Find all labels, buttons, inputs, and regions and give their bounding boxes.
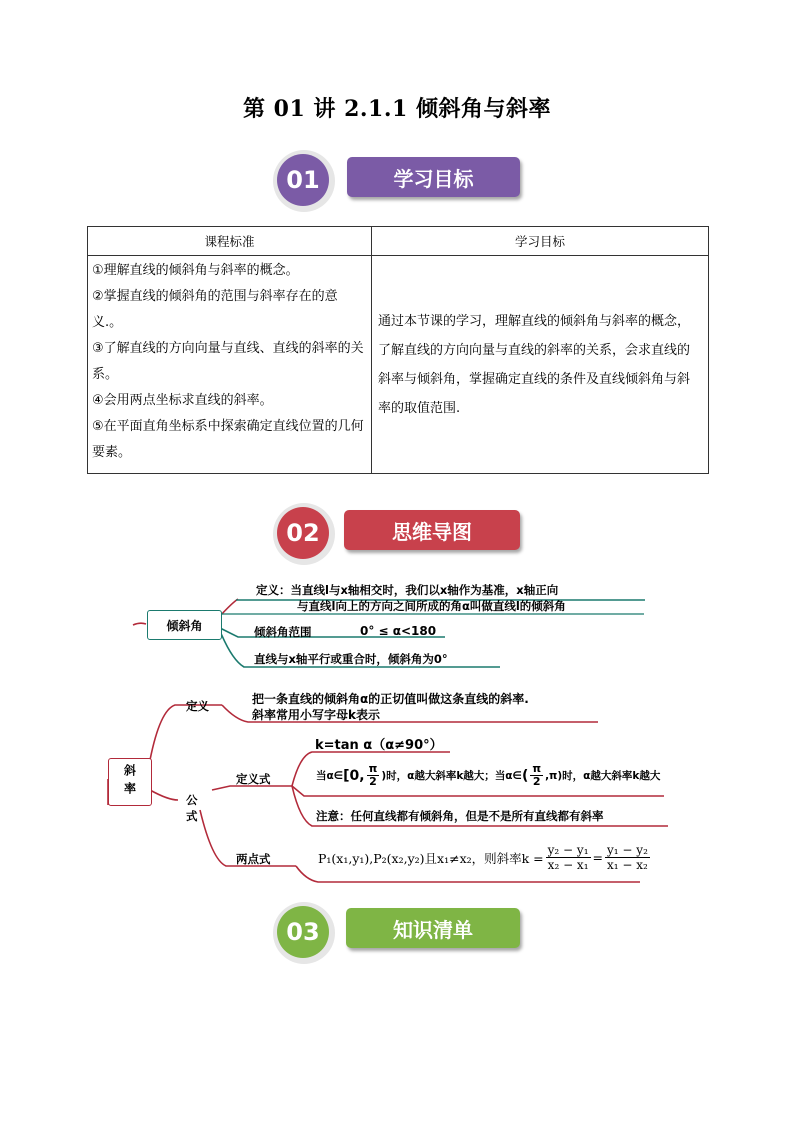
- definition-label: 定义: [186, 699, 209, 713]
- section-number: 01: [277, 154, 329, 206]
- list-item: ①理解直线的倾斜角与斜率的概念。: [92, 263, 299, 278]
- case2-frac-num: π: [532, 762, 542, 775]
- case2-range-left: (: [521, 767, 529, 784]
- two-point-prefix: P₁(x₁,y₁),P₂(x₂,y₂)且x₁≠x₂，则斜率k =: [318, 850, 544, 866]
- case1-range-left: [0,: [343, 767, 365, 784]
- list-item: ②掌握直线的倾斜角的范围与斜率存在的意义.。: [92, 289, 338, 330]
- case2-range-right: ,π)时，α越大斜率k越大: [545, 770, 661, 782]
- slope-node: [108, 758, 152, 806]
- angle-parallel-note: 直线与x轴平行或重合时，倾斜角为0°: [254, 652, 448, 666]
- section-number: 02: [277, 507, 329, 559]
- table-header: 学习目标: [372, 227, 709, 256]
- definition-formula-label: 定义式: [236, 772, 271, 786]
- list-item: ⑤在平面直角坐标系中探索确定直线位置的几何要素。: [92, 419, 364, 460]
- tp-equals: =: [592, 850, 604, 865]
- angle-node: 倾斜角: [147, 610, 222, 640]
- tp-num1: y₂ − y₁: [547, 843, 589, 857]
- angle-range-label: 倾斜角范围: [254, 625, 312, 639]
- monotonic-cases: [316, 763, 660, 788]
- two-point-formula: [318, 843, 652, 872]
- table-header: 课程标准: [88, 227, 372, 256]
- slope-note: 注意：任何直线都有倾斜角，但是不是所有直线都有斜率: [316, 809, 604, 823]
- case1-frac-num: π: [368, 762, 378, 775]
- tp-den2: x₁ − x₂: [607, 858, 648, 872]
- list-item: ③了解直线的方向向量与直线、直线的斜率的关系。: [92, 341, 364, 382]
- angle-definition-line2: 与直线l向上的方向之间所成的角α叫做直线l的倾斜角: [297, 599, 566, 613]
- case2-frac-den: 2: [532, 775, 541, 788]
- case2-fraction: [530, 763, 543, 788]
- formula-label: [186, 792, 200, 824]
- case2-prefix: 当α∈: [494, 770, 522, 782]
- section-title: 思维导图: [344, 510, 520, 550]
- case1-prefix: 当α∈: [316, 770, 344, 782]
- page-title: 第 01 讲 2.1.1 倾斜角与斜率: [243, 96, 551, 122]
- definition-line1: 把一条直线的倾斜角α的正切值叫做这条直线的斜率.: [252, 692, 529, 706]
- formula-label-text: 公式: [186, 793, 198, 823]
- angle-range-value: 0° ≤ α<180: [360, 624, 437, 638]
- k-tan-formula: k=tan α（α≠90°）: [315, 738, 443, 753]
- two-point-label: 两点式: [236, 852, 271, 866]
- slope-node-label: 斜率: [122, 764, 137, 800]
- tp-den1: x₂ − x₁: [547, 858, 589, 872]
- list-item: ④会用两点坐标求直线的斜率。: [92, 393, 273, 408]
- objective-cell: 通过本节课的学习，理解直线的倾斜角与斜率的概念，了解直线的方向向量与直线的斜率的关系，会求直线的斜率与倾斜角，掌握确定直线的条件及直线倾斜角与斜率的取值范围.: [372, 256, 709, 474]
- two-point-fraction-2: [605, 843, 650, 872]
- section-title: 学习目标: [347, 157, 520, 197]
- section-title: 知识清单: [346, 908, 520, 948]
- case1-frac-den: 2: [369, 775, 377, 788]
- case1-fraction: [367, 763, 380, 788]
- case1-range-right: )时，α越大斜率k越大；: [381, 770, 495, 782]
- angle-definition-line1: 定义：当直线l与x轴相交时，我们以x轴作为基准，x轴正向: [256, 583, 559, 597]
- tp-num2: y₁ − y₂: [607, 843, 648, 857]
- two-point-fraction-1: [546, 843, 591, 872]
- section-number: 03: [277, 906, 329, 958]
- definition-line2: 斜率常用小写字母k表示: [252, 708, 380, 722]
